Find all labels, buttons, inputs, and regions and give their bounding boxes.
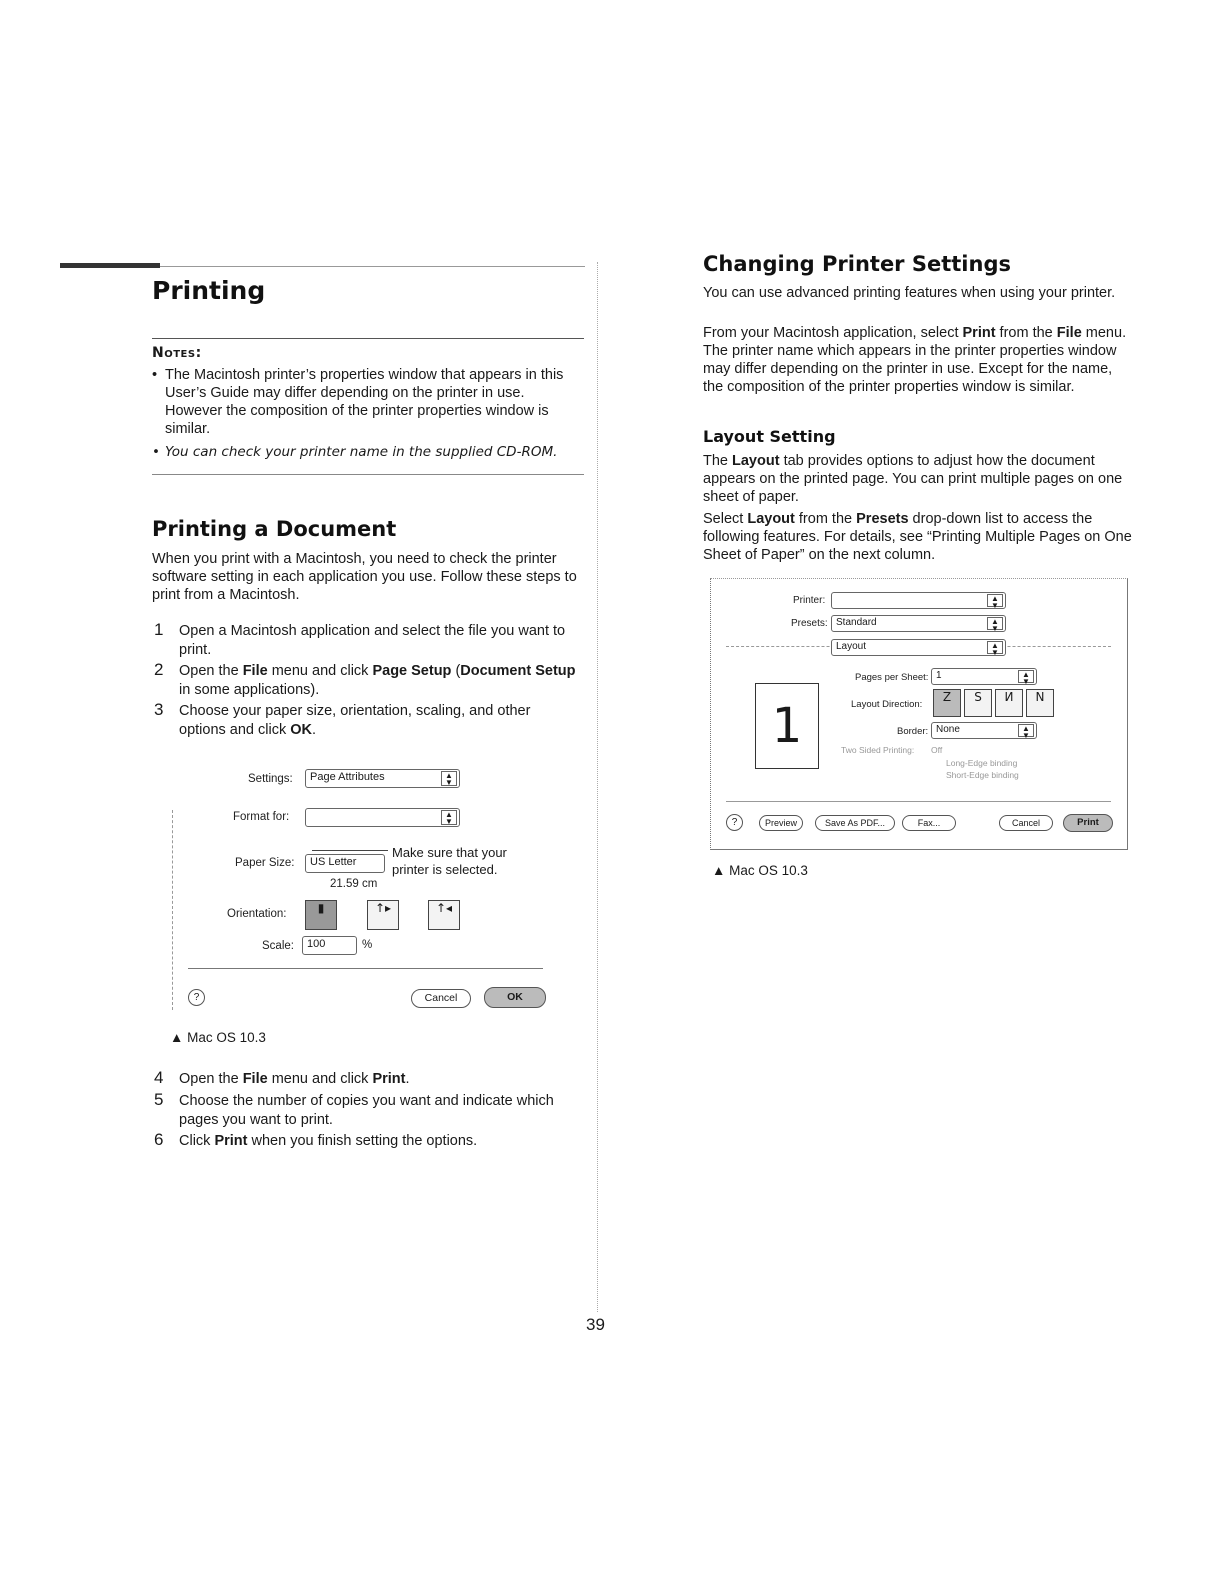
direction-z-icon[interactable]: Z [933, 689, 961, 717]
right-para-2: From your Macintosh application, select Print from the File menu. The printer name which appears in the printer properties window may differ depending on the printer in use. Except for the name, the composition of the printer properties window is similar. [703, 325, 1127, 395]
scale-label: Scale: [262, 940, 294, 952]
section-title: Printing [152, 276, 266, 305]
pane-popup[interactable]: Layout ▲ ▼ [831, 639, 1006, 656]
pages-per-sheet-label: Pages per Sheet: [855, 672, 929, 683]
subsection-title: Printing a Document [152, 517, 397, 541]
border-label: Border: [897, 726, 929, 737]
scale-input[interactable]: 100 [302, 936, 357, 955]
format-label: Format for: [233, 811, 290, 823]
cancel-button[interactable]: Cancel [999, 815, 1053, 831]
fax-button[interactable]: Fax... [902, 815, 956, 831]
presets-popup[interactable]: Standard ▲ ▼ [831, 615, 1006, 632]
paper-dimension: 21.59 cm [330, 878, 378, 890]
notes-top-rule [152, 338, 584, 339]
popup-arrow-icon: ▲ ▼ [987, 617, 1003, 630]
right-title: Changing Printer Settings [703, 252, 1011, 276]
orientation-portrait-icon[interactable]: ▮ [305, 900, 337, 930]
two-sided-label: Two Sided Printing: [841, 745, 915, 755]
two-sided-off[interactable]: Off [931, 745, 943, 755]
page-preview: 1 [755, 683, 819, 769]
notes-list [152, 366, 584, 461]
long-edge-option[interactable]: Long-Edge binding [946, 758, 1018, 768]
right-para-3: The Layout tab provides options to adjust how the document appears on the printed page. You can print multiple pages on one sheet of paper. [703, 453, 1123, 505]
help-button[interactable]: ? [726, 814, 743, 831]
popup-arrow-icon: ▲ ▼ [441, 771, 457, 786]
direction-s-icon[interactable]: S [964, 689, 992, 717]
page-number: 39 [586, 1315, 605, 1334]
printer-popup[interactable] [831, 592, 1006, 609]
header-rule [160, 266, 585, 267]
column-divider [597, 262, 598, 1312]
presets-label: Presets: [791, 618, 828, 629]
right-para-1: You can use advanced printing features when using your printer. [703, 285, 1116, 301]
printer-label: Printer: [793, 595, 826, 606]
settings-label: Settings: [248, 773, 293, 785]
popup-arrow-icon: ▲ ▼ [1018, 670, 1034, 683]
note-item: • You can check your printer name in the supplied CD-ROM. [152, 443, 584, 461]
note-item: • The Macintosh printer’s properties window that appears in this User’s Guide may differ depending on the printer in use. However the composition of the printer properties window is similar. [152, 366, 584, 438]
popup-arrow-icon: ▲ ▼ [1018, 724, 1034, 737]
layout-direction-label: Layout Direction: [851, 699, 923, 710]
callout-text: Make sure that your printer is selected. [392, 845, 507, 877]
help-button[interactable]: ? [188, 989, 205, 1006]
popup-arrow-icon: ▲ ▼ [987, 594, 1003, 607]
direction-n-reverse-icon[interactable]: N [1026, 689, 1054, 717]
border-popup[interactable]: None ▲ ▼ [931, 722, 1037, 739]
layout-setting-title: Layout Setting [703, 427, 836, 446]
notes-heading: Notes: [152, 345, 202, 361]
ok-button[interactable]: OK [484, 987, 546, 1008]
cancel-button[interactable]: Cancel [411, 989, 471, 1008]
orientation-label: Orientation: [227, 908, 287, 920]
settings-popup[interactable]: Page Attributes ▲ ▼ [305, 769, 460, 788]
popup-arrow-icon: ▲ ▼ [441, 810, 457, 825]
print-dialog [710, 578, 1128, 850]
scale-unit: % [362, 939, 373, 951]
notes-bottom-rule [152, 474, 584, 475]
preview-button[interactable]: Preview [759, 815, 803, 831]
format-popup[interactable] [305, 808, 460, 827]
pages-per-sheet-popup[interactable]: 1 ▲ ▼ [931, 668, 1037, 685]
direction-n-icon[interactable]: И [995, 689, 1023, 717]
left-caption: ▲ Mac OS 10.3 [170, 1030, 266, 1045]
orientation-landscape-icon[interactable]: ↑▸ [367, 900, 399, 930]
print-button[interactable]: Print [1063, 814, 1113, 832]
paper-popup[interactable]: US Letter [305, 854, 385, 873]
paper-label: Paper Size: [235, 857, 295, 869]
header-decoration-bar [60, 263, 160, 268]
save-as-pdf-button[interactable]: Save As PDF... [815, 815, 895, 831]
right-para-4: Select Layout from the Presets drop-down list to access the following features. For details, see “Printing Multiple Pages on One Sheet of Paper” on the next column. [703, 511, 1132, 563]
orientation-landscape-reverse-icon[interactable]: ↑◂ [428, 900, 460, 930]
short-edge-option[interactable]: Short-Edge binding [946, 770, 1019, 780]
right-caption: ▲ Mac OS 10.3 [712, 863, 808, 878]
intro-paragraph: When you print with a Macintosh, you need to check the printer software setting in each application you use. Follow these steps to print from a Macintosh. [152, 551, 577, 603]
page-setup-dialog [170, 760, 570, 1020]
popup-arrow-icon: ▲ ▼ [987, 641, 1003, 654]
